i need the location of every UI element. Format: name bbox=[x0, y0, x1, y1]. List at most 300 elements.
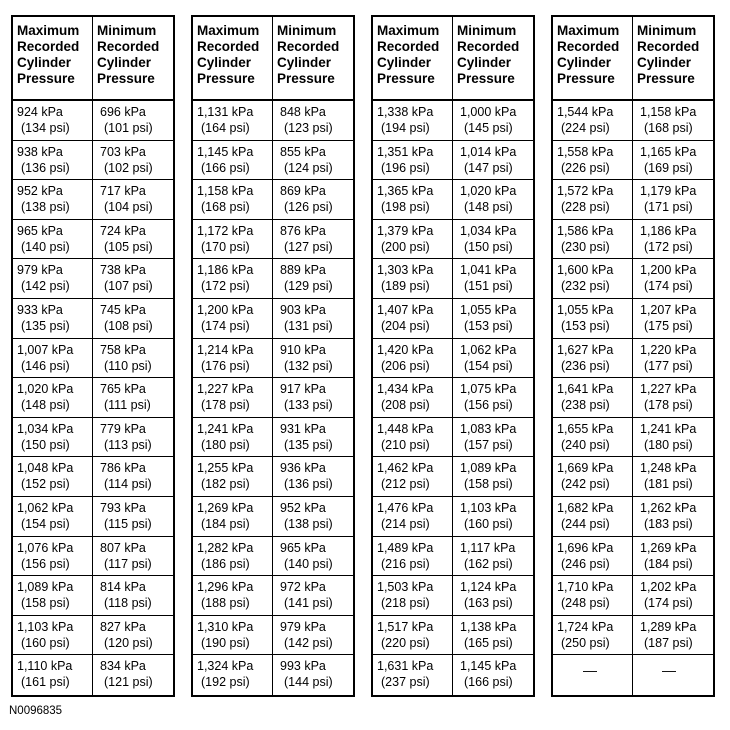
min-pressure-cell bbox=[93, 299, 173, 338]
psi-value: (196 psi) bbox=[381, 160, 430, 175]
psi-value: (151 psi) bbox=[464, 279, 513, 294]
kpa-value: 1,269 kPa bbox=[197, 500, 254, 515]
table-row bbox=[373, 457, 533, 497]
psi-value: (165 psi) bbox=[464, 635, 513, 650]
table-header bbox=[193, 17, 353, 101]
kpa-value: 1,586 kPa bbox=[557, 223, 614, 238]
kpa-value: 724 kPa bbox=[100, 223, 146, 238]
kpa-value: 834 kPa bbox=[100, 659, 146, 674]
kpa-value: 1,186 kPa bbox=[197, 263, 254, 278]
kpa-value: 1,034 kPa bbox=[17, 421, 74, 436]
pressure-table bbox=[371, 15, 535, 697]
header-word: Recorded bbox=[17, 39, 80, 54]
kpa-value: 786 kPa bbox=[100, 461, 146, 476]
psi-value: (124 psi) bbox=[284, 160, 333, 175]
psi-value: (140 psi) bbox=[21, 239, 70, 254]
header-word: Recorded bbox=[277, 39, 340, 54]
min-pressure-cell bbox=[93, 497, 173, 536]
min-pressure-cell bbox=[633, 220, 713, 259]
psi-value: (115 psi) bbox=[104, 516, 152, 531]
min-pressure-cell bbox=[453, 497, 533, 536]
kpa-value: 1,600 kPa bbox=[557, 263, 614, 278]
psi-value: (135 psi) bbox=[21, 318, 70, 333]
psi-value: (108 psi) bbox=[104, 318, 153, 333]
kpa-value: 738 kPa bbox=[100, 263, 146, 278]
psi-value: (171 psi) bbox=[644, 200, 693, 215]
header-max-recorded bbox=[193, 17, 273, 99]
psi-value: (206 psi) bbox=[381, 358, 430, 373]
max-pressure-cell bbox=[13, 101, 93, 140]
header-word: Minimum bbox=[457, 23, 517, 38]
psi-value: (120 psi) bbox=[104, 635, 153, 650]
psi-value: (226 psi) bbox=[561, 160, 610, 175]
table-row bbox=[373, 180, 533, 220]
table-row bbox=[373, 101, 533, 141]
min-pressure-cell bbox=[453, 259, 533, 298]
max-pressure-cell bbox=[553, 141, 633, 180]
min-pressure-cell bbox=[453, 220, 533, 259]
kpa-value: 1,262 kPa bbox=[640, 500, 697, 515]
psi-value: (212 psi) bbox=[381, 477, 430, 492]
kpa-value: 1,710 kPa bbox=[557, 580, 614, 595]
max-pressure-cell bbox=[553, 616, 633, 655]
table-row bbox=[13, 576, 173, 616]
psi-value: (242 psi) bbox=[561, 477, 610, 492]
min-pressure-cell bbox=[273, 655, 353, 695]
max-pressure-cell bbox=[553, 220, 633, 259]
psi-value: (200 psi) bbox=[381, 239, 430, 254]
table-row bbox=[373, 141, 533, 181]
psi-value: (114 psi) bbox=[104, 477, 152, 492]
max-pressure-cell bbox=[193, 537, 273, 576]
max-pressure-cell bbox=[553, 378, 633, 417]
min-pressure-cell bbox=[93, 378, 173, 417]
kpa-value: 1,282 kPa bbox=[197, 540, 254, 555]
table-row bbox=[193, 378, 353, 418]
kpa-value: 1,200 kPa bbox=[197, 302, 254, 317]
table-row bbox=[553, 576, 713, 616]
psi-value: (156 psi) bbox=[21, 556, 70, 571]
table-row bbox=[193, 537, 353, 577]
header-word: Recorded bbox=[197, 39, 260, 54]
kpa-value: 979 kPa bbox=[280, 619, 326, 634]
kpa-value: 1,462 kPa bbox=[377, 461, 434, 476]
psi-value: (246 psi) bbox=[561, 556, 610, 571]
max-pressure-cell bbox=[553, 497, 633, 536]
min-pressure-cell bbox=[93, 141, 173, 180]
min-pressure-cell bbox=[273, 101, 353, 140]
kpa-value: 1,145 kPa bbox=[197, 144, 254, 159]
pressure-table bbox=[191, 15, 355, 697]
psi-value: (180 psi) bbox=[644, 437, 693, 452]
table-header bbox=[13, 17, 173, 101]
psi-value: (135 psi) bbox=[284, 437, 333, 452]
table-row bbox=[553, 220, 713, 260]
min-pressure-cell bbox=[453, 457, 533, 496]
max-pressure-cell bbox=[13, 418, 93, 457]
min-pressure-cell bbox=[453, 180, 533, 219]
table-row bbox=[373, 220, 533, 260]
psi-value: (111 psi) bbox=[104, 398, 151, 413]
psi-value: (177 psi) bbox=[644, 358, 693, 373]
psi-value: (142 psi) bbox=[284, 635, 333, 650]
min-pressure-cell bbox=[453, 616, 533, 655]
psi-value: (240 psi) bbox=[561, 437, 610, 452]
psi-value: (218 psi) bbox=[381, 596, 430, 611]
header-word: Cylinder bbox=[97, 55, 152, 70]
psi-value: (182 psi) bbox=[201, 477, 250, 492]
kpa-value: 1,351 kPa bbox=[377, 144, 434, 159]
max-pressure-cell bbox=[373, 220, 453, 259]
header-word: Recorded bbox=[637, 39, 700, 54]
min-pressure-cell bbox=[633, 497, 713, 536]
psi-value: (224 psi) bbox=[561, 121, 610, 135]
max-pressure-cell bbox=[553, 418, 633, 457]
header-word: Pressure bbox=[97, 71, 155, 86]
kpa-value: 1,517 kPa bbox=[377, 619, 434, 634]
psi-value: (136 psi) bbox=[284, 477, 333, 492]
table-row bbox=[13, 616, 173, 656]
psi-value: (174 psi) bbox=[644, 596, 693, 611]
max-pressure-cell bbox=[13, 378, 93, 417]
max-pressure-cell bbox=[373, 339, 453, 378]
min-pressure-cell bbox=[633, 101, 713, 140]
kpa-value: 1,020 kPa bbox=[17, 382, 74, 397]
min-pressure-cell bbox=[273, 418, 353, 457]
psi-value: (220 psi) bbox=[381, 635, 430, 650]
header-word: Maximum bbox=[197, 23, 260, 38]
max-pressure-cell bbox=[553, 655, 633, 695]
max-pressure-cell bbox=[13, 537, 93, 576]
min-pressure-cell bbox=[633, 378, 713, 417]
kpa-value: 814 kPa bbox=[100, 580, 146, 595]
kpa-value: 827 kPa bbox=[100, 619, 146, 634]
kpa-value: 917 kPa bbox=[280, 382, 326, 397]
table-row bbox=[373, 259, 533, 299]
kpa-value: 1,034 kPa bbox=[460, 223, 517, 238]
kpa-value: 765 kPa bbox=[100, 382, 146, 397]
psi-value: (148 psi) bbox=[21, 398, 70, 413]
psi-value: (164 psi) bbox=[201, 121, 250, 135]
kpa-value: 1,631 kPa bbox=[377, 659, 434, 674]
psi-value: (244 psi) bbox=[561, 516, 610, 531]
kpa-value: 993 kPa bbox=[280, 659, 326, 674]
psi-value: (144 psi) bbox=[284, 675, 333, 690]
kpa-value: 965 kPa bbox=[17, 223, 63, 238]
psi-value: (168 psi) bbox=[201, 200, 250, 215]
psi-value: (192 psi) bbox=[201, 675, 250, 690]
psi-value: (107 psi) bbox=[104, 279, 153, 294]
kpa-value: 1,158 kPa bbox=[197, 184, 254, 199]
psi-value: (188 psi) bbox=[201, 596, 250, 611]
psi-value: (181 psi) bbox=[644, 477, 693, 492]
kpa-value: 1,165 kPa bbox=[640, 144, 697, 159]
kpa-value: 965 kPa bbox=[280, 540, 326, 555]
psi-value: (123 psi) bbox=[284, 121, 333, 135]
psi-value: (145 psi) bbox=[464, 121, 513, 135]
pressure-table bbox=[11, 15, 175, 697]
kpa-value: 1,014 kPa bbox=[460, 144, 517, 159]
psi-value: (134 psi) bbox=[21, 121, 70, 135]
psi-value: (178 psi) bbox=[644, 398, 693, 413]
table-row bbox=[553, 497, 713, 537]
psi-value: (113 psi) bbox=[104, 437, 152, 452]
max-pressure-cell bbox=[373, 457, 453, 496]
table-row bbox=[373, 576, 533, 616]
header-word: Cylinder bbox=[637, 55, 692, 70]
table-row bbox=[13, 655, 173, 695]
psi-value: (133 psi) bbox=[284, 398, 333, 413]
max-pressure-cell bbox=[373, 299, 453, 338]
max-pressure-cell bbox=[193, 101, 273, 140]
header-max-recorded bbox=[553, 17, 633, 99]
header-min-recorded bbox=[453, 17, 533, 99]
max-pressure-cell bbox=[553, 457, 633, 496]
min-pressure-cell bbox=[93, 576, 173, 615]
kpa-value: 1,207 kPa bbox=[640, 302, 697, 317]
header-word: Cylinder bbox=[197, 55, 252, 70]
kpa-value: 1,186 kPa bbox=[640, 223, 697, 238]
table-row bbox=[193, 655, 353, 695]
kpa-value: 1,696 kPa bbox=[557, 540, 614, 555]
psi-value: (117 psi) bbox=[104, 556, 152, 571]
kpa-value: 1,241 kPa bbox=[640, 421, 697, 436]
min-pressure-cell bbox=[93, 457, 173, 496]
kpa-value: 1,145 kPa bbox=[460, 659, 517, 674]
max-pressure-cell bbox=[193, 378, 273, 417]
kpa-value: 745 kPa bbox=[100, 302, 146, 317]
pressure-table bbox=[551, 15, 715, 697]
psi-value: (121 psi) bbox=[104, 675, 153, 690]
header-word: Pressure bbox=[637, 71, 695, 86]
psi-value: (118 psi) bbox=[104, 596, 152, 611]
min-pressure-cell bbox=[633, 141, 713, 180]
psi-value: (166 psi) bbox=[201, 160, 250, 175]
kpa-value: 1,420 kPa bbox=[377, 342, 434, 357]
min-pressure-cell bbox=[633, 299, 713, 338]
min-pressure-cell bbox=[633, 655, 713, 695]
kpa-value: 1,124 kPa bbox=[460, 580, 517, 595]
max-pressure-cell bbox=[193, 220, 273, 259]
header-word: Recorded bbox=[457, 39, 520, 54]
table-row bbox=[13, 497, 173, 537]
header-word: Pressure bbox=[17, 71, 75, 86]
header-word: Cylinder bbox=[377, 55, 432, 70]
table-row bbox=[553, 339, 713, 379]
kpa-value: 889 kPa bbox=[280, 263, 326, 278]
kpa-value: 1,062 kPa bbox=[460, 342, 517, 357]
kpa-value: 1,007 kPa bbox=[17, 342, 74, 357]
kpa-value: 1,089 kPa bbox=[460, 461, 517, 476]
kpa-value: 1,303 kPa bbox=[377, 263, 434, 278]
kpa-value: 1,476 kPa bbox=[377, 500, 434, 515]
psi-value: (232 psi) bbox=[561, 279, 610, 294]
min-pressure-cell bbox=[273, 339, 353, 378]
min-pressure-cell bbox=[93, 259, 173, 298]
table-row bbox=[13, 259, 173, 299]
table-header bbox=[553, 17, 713, 101]
min-pressure-cell bbox=[273, 576, 353, 615]
psi-value: (147 psi) bbox=[464, 160, 513, 175]
psi-value: (129 psi) bbox=[284, 279, 333, 294]
psi-value: (216 psi) bbox=[381, 556, 430, 571]
min-pressure-cell bbox=[453, 418, 533, 457]
min-pressure-cell bbox=[93, 220, 173, 259]
psi-value: (208 psi) bbox=[381, 398, 430, 413]
max-pressure-cell bbox=[13, 141, 93, 180]
table-row bbox=[193, 616, 353, 656]
psi-value: (237 psi) bbox=[381, 675, 430, 690]
min-pressure-cell bbox=[453, 537, 533, 576]
max-pressure-cell bbox=[193, 418, 273, 457]
min-pressure-cell bbox=[633, 418, 713, 457]
kpa-value: 876 kPa bbox=[280, 223, 326, 238]
kpa-value: 1,296 kPa bbox=[197, 580, 254, 595]
min-pressure-cell bbox=[273, 537, 353, 576]
header-word: Cylinder bbox=[277, 55, 332, 70]
table-row bbox=[13, 101, 173, 141]
max-pressure-cell bbox=[193, 259, 273, 298]
kpa-value: 807 kPa bbox=[100, 540, 146, 555]
psi-value: (250 psi) bbox=[561, 635, 610, 650]
kpa-value: 1,558 kPa bbox=[557, 144, 614, 159]
psi-value: (146 psi) bbox=[21, 358, 70, 373]
psi-value: (136 psi) bbox=[21, 160, 70, 175]
max-pressure-cell bbox=[13, 299, 93, 338]
kpa-value: 952 kPa bbox=[17, 184, 63, 199]
psi-value: (153 psi) bbox=[464, 318, 513, 333]
psi-value: (198 psi) bbox=[381, 200, 430, 215]
psi-value: (174 psi) bbox=[201, 318, 250, 333]
min-pressure-cell bbox=[453, 655, 533, 695]
table-row bbox=[193, 576, 353, 616]
header-word: Pressure bbox=[457, 71, 515, 86]
psi-value: (172 psi) bbox=[644, 239, 693, 254]
kpa-value: 1,379 kPa bbox=[377, 223, 434, 238]
min-pressure-cell bbox=[453, 299, 533, 338]
header-word: Maximum bbox=[377, 23, 440, 38]
min-pressure-cell bbox=[453, 378, 533, 417]
max-pressure-cell bbox=[193, 616, 273, 655]
max-pressure-cell bbox=[373, 378, 453, 417]
max-pressure-cell bbox=[373, 616, 453, 655]
max-pressure-cell bbox=[13, 616, 93, 655]
psi-value: (163 psi) bbox=[464, 596, 513, 611]
max-pressure-cell bbox=[13, 457, 93, 496]
min-pressure-cell bbox=[453, 576, 533, 615]
kpa-value: 1,089 kPa bbox=[17, 580, 74, 595]
table-row bbox=[553, 457, 713, 497]
table-row bbox=[553, 418, 713, 458]
psi-value: (172 psi) bbox=[201, 279, 250, 294]
kpa-value: 1,055 kPa bbox=[557, 302, 614, 317]
psi-value: (174 psi) bbox=[644, 279, 693, 294]
kpa-value: 972 kPa bbox=[280, 580, 326, 595]
table-row bbox=[553, 141, 713, 181]
table-row bbox=[193, 418, 353, 458]
table-row bbox=[13, 220, 173, 260]
table-row bbox=[193, 220, 353, 260]
min-pressure-cell bbox=[273, 378, 353, 417]
kpa-value: 1,365 kPa bbox=[377, 184, 434, 199]
max-pressure-cell bbox=[193, 457, 273, 496]
psi-value: (204 psi) bbox=[381, 318, 430, 333]
psi-value: (152 psi) bbox=[21, 477, 70, 492]
min-pressure-cell bbox=[273, 220, 353, 259]
header-min-recorded bbox=[93, 17, 173, 99]
min-pressure-cell bbox=[633, 259, 713, 298]
kpa-value: 1,214 kPa bbox=[197, 342, 254, 357]
table-row bbox=[193, 180, 353, 220]
min-pressure-cell bbox=[633, 576, 713, 615]
max-pressure-cell bbox=[13, 497, 93, 536]
min-pressure-cell bbox=[273, 259, 353, 298]
kpa-value: 703 kPa bbox=[100, 144, 146, 159]
kpa-value: 1,724 kPa bbox=[557, 619, 614, 634]
kpa-value: 1,489 kPa bbox=[377, 540, 434, 555]
header-word: Pressure bbox=[557, 71, 615, 86]
min-pressure-cell bbox=[93, 418, 173, 457]
max-pressure-cell bbox=[553, 180, 633, 219]
kpa-value: 1,200 kPa bbox=[640, 263, 697, 278]
kpa-value: 1,020 kPa bbox=[460, 184, 517, 199]
psi-value: (238 psi) bbox=[561, 398, 610, 413]
kpa-value: 1,338 kPa bbox=[377, 105, 434, 119]
psi-value: (248 psi) bbox=[561, 596, 610, 611]
table-row bbox=[193, 101, 353, 141]
psi-value: (236 psi) bbox=[561, 358, 610, 373]
psi-value: (168 psi) bbox=[644, 121, 693, 135]
max-pressure-cell bbox=[13, 180, 93, 219]
max-pressure-cell bbox=[193, 497, 273, 536]
psi-value: (166 psi) bbox=[464, 675, 513, 690]
table-row bbox=[13, 537, 173, 577]
psi-value: (127 psi) bbox=[284, 239, 333, 254]
kpa-value: 1,158 kPa bbox=[640, 105, 697, 119]
figure-code: N0096835 bbox=[9, 705, 63, 717]
min-pressure-cell bbox=[273, 180, 353, 219]
psi-value: (160 psi) bbox=[21, 635, 70, 650]
psi-value: (158 psi) bbox=[21, 596, 70, 611]
min-pressure-cell bbox=[633, 457, 713, 496]
max-pressure-cell bbox=[553, 299, 633, 338]
psi-value: (160 psi) bbox=[464, 516, 513, 531]
header-min-recorded bbox=[633, 17, 713, 99]
kpa-value: 779 kPa bbox=[100, 421, 146, 436]
kpa-value: 979 kPa bbox=[17, 263, 63, 278]
max-pressure-cell bbox=[553, 339, 633, 378]
kpa-value: 1,138 kPa bbox=[460, 619, 517, 634]
header-word: Minimum bbox=[277, 23, 337, 38]
kpa-value: 1,655 kPa bbox=[557, 421, 614, 436]
min-pressure-cell bbox=[93, 655, 173, 695]
kpa-value: 696 kPa bbox=[100, 105, 146, 119]
max-pressure-cell bbox=[373, 418, 453, 457]
kpa-value: 1,220 kPa bbox=[640, 342, 697, 357]
kpa-value: 1,131 kPa bbox=[197, 105, 254, 119]
table-row bbox=[13, 339, 173, 379]
kpa-value: 1,062 kPa bbox=[17, 500, 74, 515]
min-pressure-cell bbox=[633, 616, 713, 655]
kpa-value: 1,103 kPa bbox=[460, 500, 517, 515]
kpa-value: 1,503 kPa bbox=[377, 580, 434, 595]
header-word: Maximum bbox=[17, 23, 80, 38]
kpa-value: 1,048 kPa bbox=[17, 461, 74, 476]
table-row bbox=[13, 299, 173, 339]
max-pressure-cell bbox=[553, 101, 633, 140]
header-word: Recorded bbox=[97, 39, 160, 54]
header-word: Pressure bbox=[277, 71, 335, 86]
